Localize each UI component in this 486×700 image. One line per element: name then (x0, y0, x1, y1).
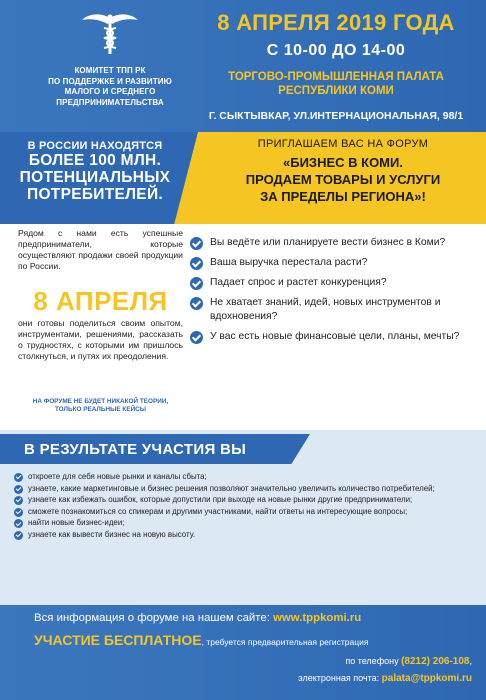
check-circle-icon (190, 277, 203, 290)
site-link[interactable]: www.tppkomi.ru (273, 612, 362, 624)
question-text: Падает спрос и растет конкуренция? (210, 277, 387, 288)
phone-line (0, 656, 472, 667)
results-title: В РЕЗУЛЬТАТЕ УЧАСТИЯ ВЫ (24, 441, 247, 458)
no-theory-line-1: НА ФОРУМЕ НЕ БУДЕТ НИКАКОЙ ТЕОРИИ, (32, 398, 169, 405)
no-theory-line-2: ТОЛЬКО РЕАЛЬНЫЕ КЕЙСЫ (54, 406, 147, 413)
check-circle-icon (190, 257, 203, 270)
no-theory-note (18, 398, 183, 414)
result-text: сможете познакомиться со спикерам и другими участниками, найти ответы на интересующие вопросы; (28, 506, 408, 516)
result-text: узнаете, какие маркетинговые и бизнес решения позволяют значительно увеличить количество потребителей; (28, 483, 435, 493)
list-item (14, 530, 480, 540)
chamber-line-2: РЕСПУБЛИКИ КОМИ (278, 85, 394, 97)
intro-text: Рядом с нами есть успешные предприниматели, которые осуществляют продажи своей продукции по России. (18, 228, 183, 271)
april-heading: 8 АПРЕЛЯ (33, 286, 168, 316)
check-circle-icon (190, 237, 203, 250)
list-item (190, 236, 484, 250)
consumers-text (10, 140, 180, 203)
free-line (34, 632, 368, 648)
invite-label: ПРИГЛАШАЕМ ВАС НА ФОРУМ (257, 138, 429, 150)
list-item (190, 330, 484, 344)
chamber-name (186, 70, 486, 98)
forum-title-line-2: ПРОДАЕМ ТОВАРЫ И УСЛУГИ (245, 172, 441, 187)
site-line (34, 612, 361, 624)
check-circle-icon (14, 508, 23, 517)
mail-label: электронная почта: (298, 673, 380, 683)
check-circle-icon (14, 473, 23, 482)
list-item (190, 256, 484, 270)
committee-name: КОМИТЕТ ТПП РК ПО ПОДДЕРЖКЕ И РАЗВИТИЮ МАЛОГО И СРЕДНЕГО ПРЕДПРИНИМАТЕЛЬСТВА (48, 66, 172, 107)
question-text: У вас есть новые финансовые цели, планы, мечты? (210, 331, 460, 342)
phone-number[interactable]: (8212) 206-108 (401, 656, 470, 667)
share-text: они готовы поделиться своим опытом, инструментами, решениями, рассказать о трудностях, с которыми им пришлось столкнуться, и путях их преодоления. (18, 318, 183, 361)
consumers-line-2: БОЛЕЕ 100 МЛН. (28, 152, 162, 169)
event-time: С 10-00 ДО 14-00 (266, 42, 406, 59)
consumers-line-4: ПОТРЕБИТЕЛЕЙ. (27, 186, 163, 203)
results-list (14, 472, 480, 542)
list-item (190, 276, 484, 290)
email-link[interactable]: palata@tppkomi.ru (381, 673, 472, 684)
check-circle-icon (14, 519, 23, 528)
result-text: найти новые бизнес-идеи; (28, 518, 125, 528)
phone-label: по телефону (345, 656, 399, 666)
list-item (14, 472, 480, 482)
forum-invite (200, 138, 486, 205)
event-date: 8 АПРЕЛЯ 2019 ГОДА (217, 10, 455, 35)
site-text: Вся информация о форуме на нашем сайте: (34, 612, 270, 624)
forum-title-line-3: ЗА ПРЕДЕЛЫ РЕГИОНА»! (260, 189, 426, 204)
result-text: откроете для себя новые рынки и каналы сбыта; (28, 472, 207, 481)
question-text: Вы ведёте или планируете вести бизнес в Коми? (210, 237, 446, 248)
result-text: узнаете как избежать ошибок, которые допустили при выходе на новые рынки другие предприниматели; (28, 495, 413, 505)
question-text: Не хватает знаний, идей, новых инструментов и вдохновения? (210, 297, 441, 322)
phone-suffix: , (469, 656, 472, 666)
questions-list (190, 236, 484, 350)
free-participation: УЧАСТИЕ БЕСПЛАТНОЕ (34, 632, 202, 648)
check-circle-icon (190, 297, 203, 310)
consumers-line-1: В РОССИИ НАХОДЯТСЯ (27, 140, 163, 152)
chamber-line-1: ТОРГОВО-ПРОМЫШЛЕННАЯ ПАЛАТА (228, 71, 444, 83)
result-text: узнаете как вывести бизнес на новую высоту. (28, 529, 196, 539)
mail-line (0, 673, 472, 684)
registration-text: , требуется предварительная регистрация (201, 637, 369, 647)
list-item (14, 518, 480, 528)
check-circle-icon (190, 331, 203, 344)
list-item (14, 507, 480, 517)
forum-title-line-1: «БИЗНЕС В КОМИ. (283, 155, 403, 170)
question-text: Ваша выручка перестала расти? (210, 257, 368, 268)
list-item (14, 484, 480, 494)
check-circle-icon (14, 485, 23, 494)
list-item (14, 495, 480, 505)
check-circle-icon (14, 496, 23, 505)
consumers-line-3: ПОТЕНЦИАЛЬНЫХ (19, 169, 171, 186)
caduceus-logo-icon (82, 12, 138, 56)
event-address: Г. СЫКТЫВКАР, УЛ.ИНТЕРНАЦИОНАЛЬНАЯ, 98/1 (208, 110, 464, 122)
check-circle-icon (14, 531, 23, 540)
list-item (190, 296, 484, 324)
